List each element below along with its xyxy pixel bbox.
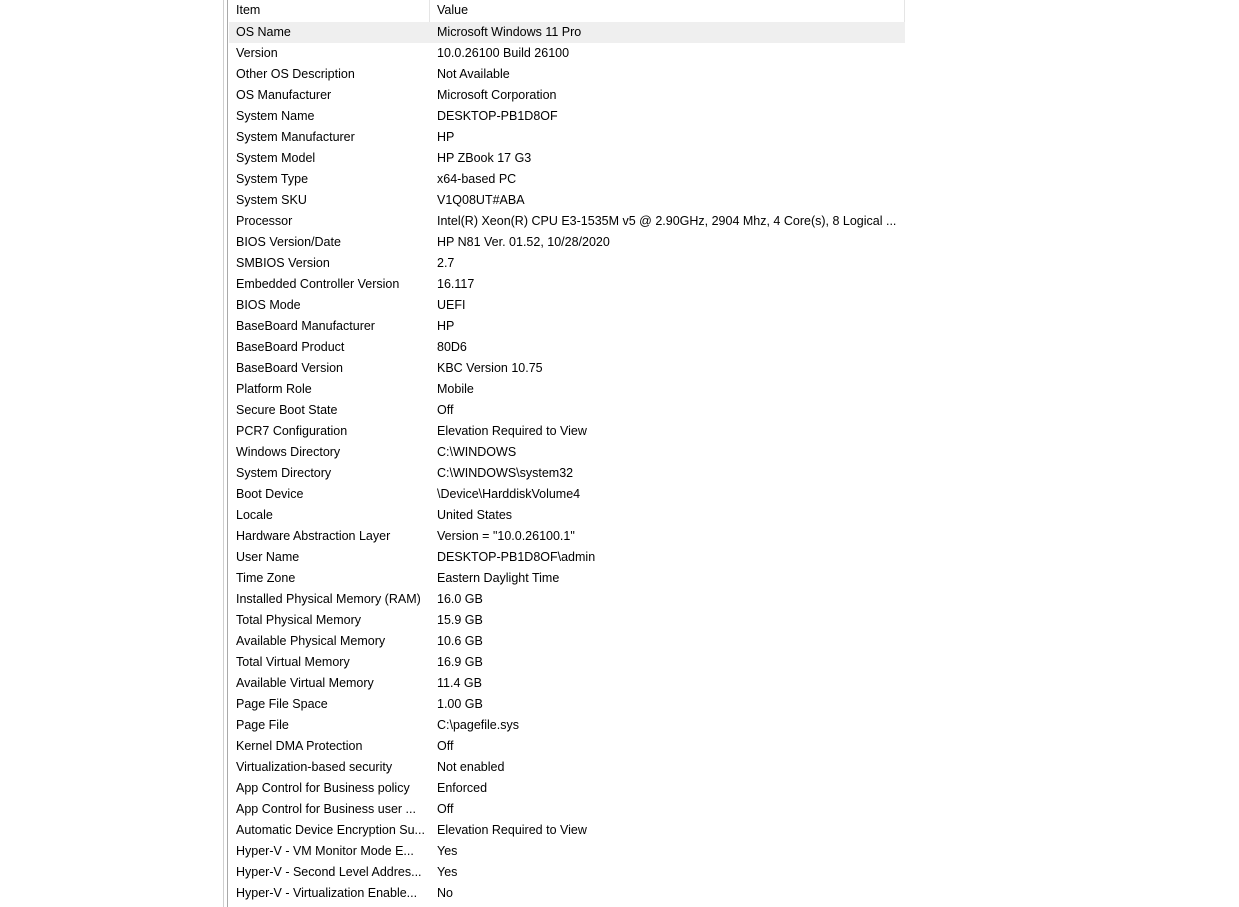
list-row[interactable] bbox=[229, 190, 905, 211]
list-header bbox=[229, 0, 905, 22]
list-row[interactable] bbox=[229, 862, 905, 883]
row-value: No bbox=[437, 886, 453, 900]
row-item-label: BaseBoard Manufacturer bbox=[236, 319, 375, 333]
row-item-label: BIOS Version/Date bbox=[236, 235, 341, 249]
list-row[interactable] bbox=[229, 106, 905, 127]
list-row[interactable] bbox=[229, 610, 905, 631]
row-value: C:\pagefile.sys bbox=[437, 718, 519, 732]
list-row[interactable] bbox=[229, 232, 905, 253]
row-value: x64-based PC bbox=[437, 172, 517, 186]
row-item-label: System Directory bbox=[236, 466, 332, 480]
row-value: C:\WINDOWS\system32 bbox=[437, 466, 574, 480]
list-row[interactable] bbox=[229, 820, 905, 841]
row-item-label: Platform Role bbox=[236, 382, 312, 396]
row-value: 16.0 GB bbox=[437, 592, 483, 606]
row-value: 11.4 GB bbox=[437, 676, 482, 690]
row-item-label: System Model bbox=[236, 151, 316, 165]
list-row[interactable] bbox=[229, 484, 905, 505]
row-value: Off bbox=[437, 403, 454, 417]
row-value: Microsoft Corporation bbox=[437, 88, 557, 102]
row-item-label: Processor bbox=[236, 214, 293, 228]
list-row[interactable] bbox=[229, 22, 905, 43]
list-row[interactable] bbox=[229, 127, 905, 148]
row-value: 2.7 bbox=[437, 256, 455, 270]
row-value: C:\WINDOWS bbox=[437, 445, 517, 459]
row-item-label: Virtualization-based security bbox=[236, 760, 393, 774]
row-value: 10.0.26100 Build 26100 bbox=[437, 46, 570, 60]
row-value: Microsoft Windows 11 Pro bbox=[437, 25, 582, 39]
row-value: Off bbox=[437, 802, 454, 816]
row-item-label: App Control for Business user ... bbox=[236, 802, 416, 816]
row-item-label: Page File Space bbox=[236, 697, 328, 711]
row-value: \Device\HarddiskVolume4 bbox=[437, 487, 581, 501]
list-row[interactable] bbox=[229, 694, 905, 715]
row-value: HP N81 Ver. 01.52, 10/28/2020 bbox=[437, 235, 610, 249]
row-item-label: BIOS Mode bbox=[236, 298, 301, 312]
row-item-label: User Name bbox=[236, 550, 300, 564]
list-row[interactable] bbox=[229, 64, 905, 85]
list-row[interactable] bbox=[229, 841, 905, 862]
list-row[interactable] bbox=[229, 274, 905, 295]
list-row[interactable] bbox=[229, 778, 905, 799]
list-row[interactable] bbox=[229, 799, 905, 820]
row-item-label: PCR7 Configuration bbox=[236, 424, 348, 438]
row-value: Yes bbox=[437, 844, 458, 858]
row-item-label: System Manufacturer bbox=[236, 130, 355, 144]
row-item-label: Available Physical Memory bbox=[236, 634, 386, 648]
row-value: Elevation Required to View bbox=[437, 823, 587, 837]
row-value: HP bbox=[437, 130, 455, 144]
list-row[interactable] bbox=[229, 169, 905, 190]
row-value: Off bbox=[437, 739, 454, 753]
row-item-label: Embedded Controller Version bbox=[236, 277, 400, 291]
row-value: Elevation Required to View bbox=[437, 424, 587, 438]
row-item-label: System Name bbox=[236, 109, 315, 123]
row-item-label: SMBIOS Version bbox=[236, 256, 330, 270]
row-item-label: Secure Boot State bbox=[236, 403, 338, 417]
row-item-label: Available Virtual Memory bbox=[236, 676, 374, 690]
row-value: 15.9 GB bbox=[437, 613, 483, 627]
list-row[interactable] bbox=[229, 568, 905, 589]
list-row[interactable] bbox=[229, 43, 905, 64]
list-row[interactable] bbox=[229, 652, 905, 673]
row-value: Enforced bbox=[437, 781, 488, 795]
row-item-label: Hardware Abstraction Layer bbox=[236, 529, 391, 543]
list-row[interactable] bbox=[229, 316, 905, 337]
row-item-label: Locale bbox=[236, 508, 273, 522]
list-rows bbox=[229, 22, 905, 904]
row-value: Intel(R) Xeon(R) CPU E3-1535M v5 @ 2.90GHz, 2904 Mhz, 4 Core(s), 8 Logical ... bbox=[437, 214, 897, 228]
list-row[interactable] bbox=[229, 715, 905, 736]
pane-splitter[interactable] bbox=[223, 0, 224, 907]
row-value: HP ZBook 17 G3 bbox=[437, 151, 532, 165]
row-value: DESKTOP-PB1D8OF\admin bbox=[437, 550, 596, 564]
row-value: HP bbox=[437, 319, 455, 333]
row-value: DESKTOP-PB1D8OF bbox=[437, 109, 558, 123]
system-summary-list[interactable] bbox=[229, 0, 905, 907]
row-item-label: Hyper-V - VM Monitor Mode E... bbox=[236, 844, 414, 858]
row-value: Version = "10.0.26100.1" bbox=[437, 529, 575, 543]
row-value: Not Available bbox=[437, 67, 510, 81]
row-item-label: Version bbox=[236, 46, 278, 60]
row-item-label: Automatic Device Encryption Su... bbox=[236, 823, 425, 837]
row-item-label: Other OS Description bbox=[236, 67, 355, 81]
list-row[interactable] bbox=[229, 358, 905, 379]
row-item-label: Page File bbox=[236, 718, 289, 732]
list-row[interactable] bbox=[229, 736, 905, 757]
list-row[interactable] bbox=[229, 379, 905, 400]
list-border bbox=[227, 0, 228, 907]
row-item-label: BaseBoard Product bbox=[236, 340, 345, 354]
row-item-label: Time Zone bbox=[236, 571, 296, 585]
row-item-label: Hyper-V - Second Level Addres... bbox=[236, 865, 422, 879]
list-row[interactable] bbox=[229, 442, 905, 463]
list-row[interactable] bbox=[229, 85, 905, 106]
row-item-label: Kernel DMA Protection bbox=[236, 739, 363, 753]
list-row[interactable] bbox=[229, 673, 905, 694]
row-value: V1Q08UT#ABA bbox=[437, 193, 525, 207]
list-row[interactable] bbox=[229, 148, 905, 169]
row-item-label: Installed Physical Memory (RAM) bbox=[236, 592, 421, 606]
column-header-item[interactable]: Item bbox=[229, 0, 430, 22]
row-value: 1.00 GB bbox=[437, 697, 483, 711]
row-value: 10.6 GB bbox=[437, 634, 483, 648]
row-item-label: Total Virtual Memory bbox=[236, 655, 350, 669]
row-item-label: BaseBoard Version bbox=[236, 361, 344, 375]
row-item-label: App Control for Business policy bbox=[236, 781, 410, 795]
list-row[interactable] bbox=[229, 463, 905, 484]
row-value: United States bbox=[437, 508, 513, 522]
list-row[interactable] bbox=[229, 631, 905, 652]
row-item-label: OS Name bbox=[236, 25, 291, 39]
row-item-label: Windows Directory bbox=[236, 445, 341, 459]
list-row[interactable] bbox=[229, 400, 905, 421]
row-item-label: System SKU bbox=[236, 193, 307, 207]
row-value: 16.9 GB bbox=[437, 655, 483, 669]
row-value: 80D6 bbox=[437, 340, 467, 354]
row-item-label: Total Physical Memory bbox=[236, 613, 362, 627]
row-value: Not enabled bbox=[437, 760, 505, 774]
column-header-value[interactable]: Value bbox=[430, 0, 905, 22]
list-row[interactable] bbox=[229, 589, 905, 610]
row-value: Eastern Daylight Time bbox=[437, 571, 560, 585]
list-row[interactable] bbox=[229, 295, 905, 316]
list-row[interactable] bbox=[229, 211, 905, 232]
row-item-label: Hyper-V - Virtualization Enable... bbox=[236, 886, 418, 900]
row-value: Mobile bbox=[437, 382, 474, 396]
list-row[interactable] bbox=[229, 505, 905, 526]
row-value: UEFI bbox=[437, 298, 466, 312]
row-value: 16.117 bbox=[437, 277, 475, 291]
row-value: Yes bbox=[437, 865, 458, 879]
row-item-label: OS Manufacturer bbox=[236, 88, 332, 102]
list-row[interactable] bbox=[229, 757, 905, 778]
list-row[interactable] bbox=[229, 337, 905, 358]
row-item-label: System Type bbox=[236, 172, 309, 186]
row-value: KBC Version 10.75 bbox=[437, 361, 543, 375]
list-row[interactable] bbox=[229, 883, 905, 904]
row-item-label: Boot Device bbox=[236, 487, 304, 501]
list-row[interactable] bbox=[229, 253, 905, 274]
list-row[interactable] bbox=[229, 421, 905, 442]
list-row[interactable] bbox=[229, 547, 905, 568]
list-row[interactable] bbox=[229, 526, 905, 547]
